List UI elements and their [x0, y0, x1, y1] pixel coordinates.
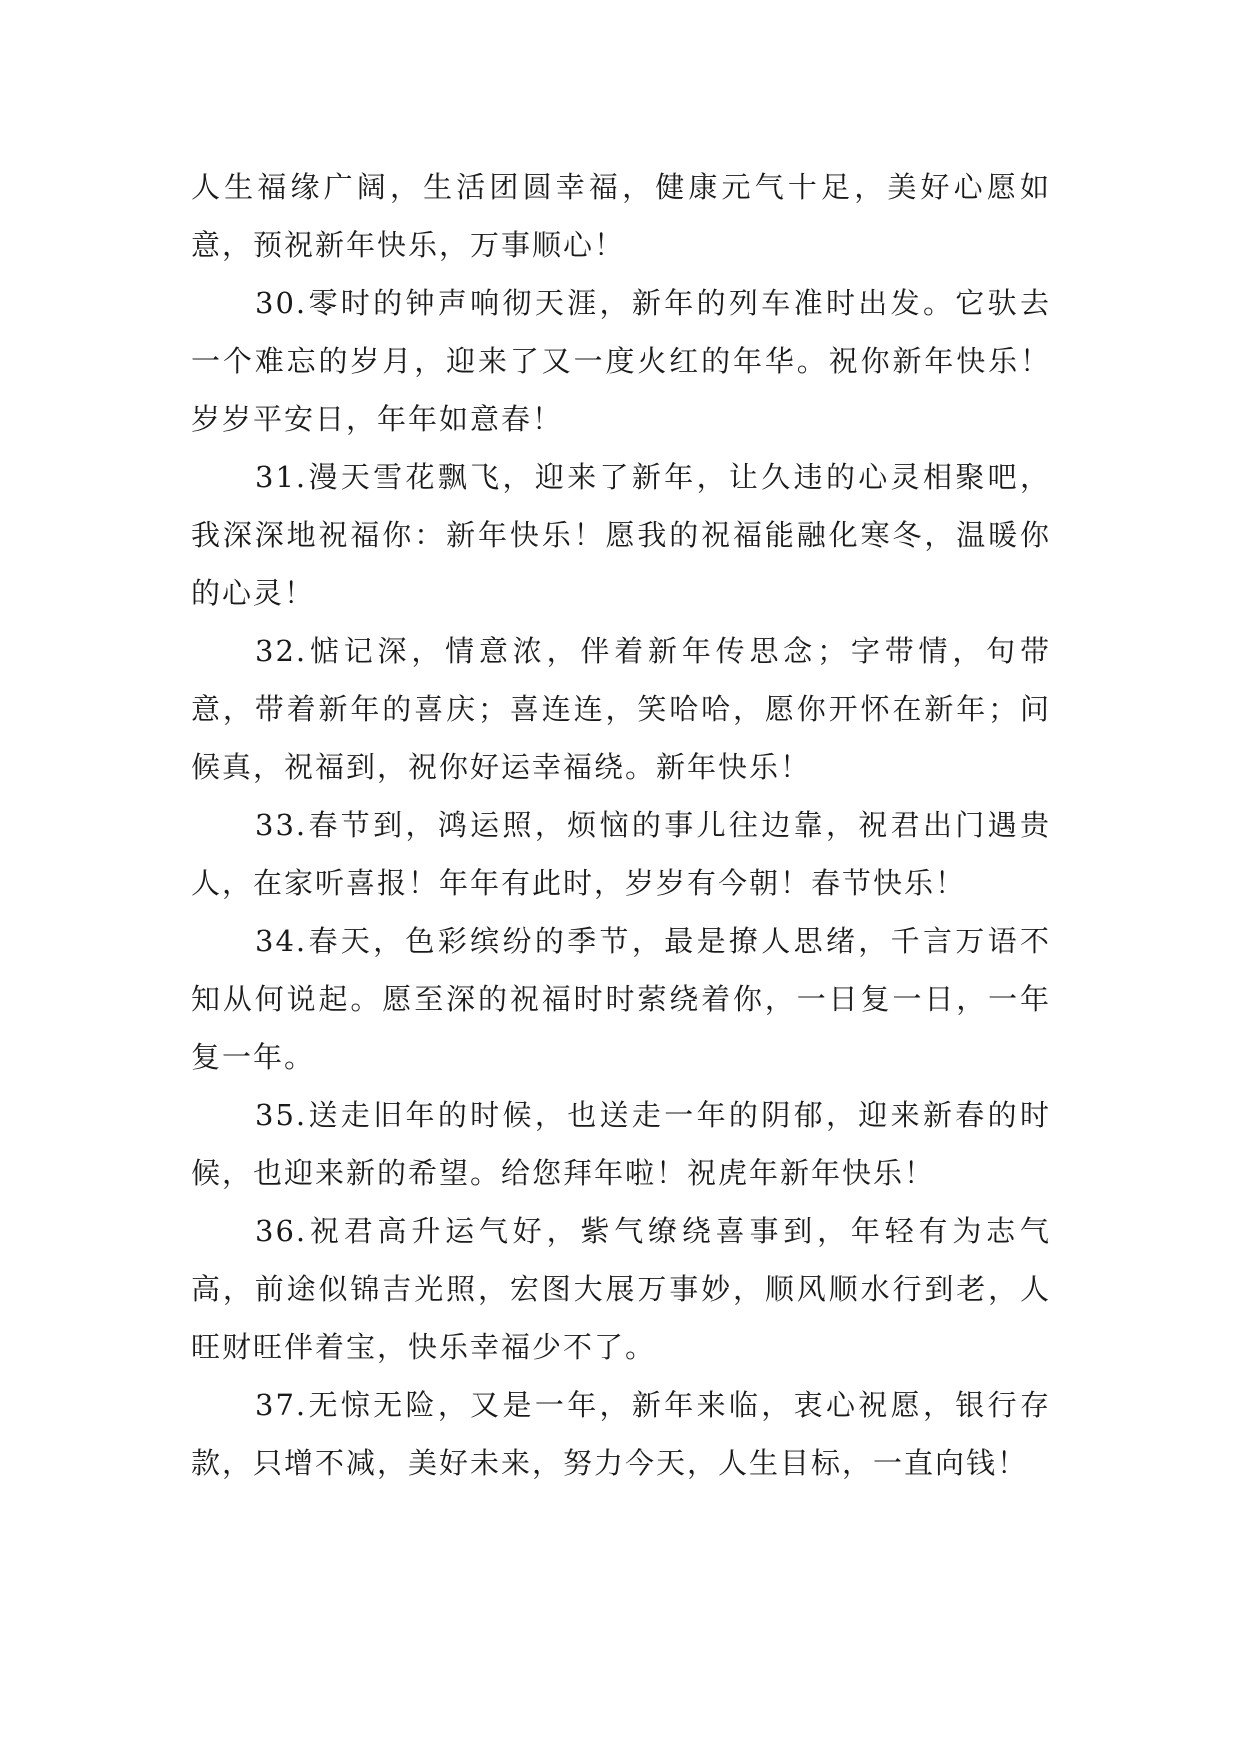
paragraph-34: 34.春天，色彩缤纷的季节，最是撩人思绪，千言万语不知从何说起。愿至深的祝福时时萦绕着你，一日复一日，一年复一年。	[191, 924, 1051, 1074]
paragraph-33: 33.春节到，鸿运照，烦恼的事儿往边靠，祝君出门遇贵人，在家听喜报！年年有此时，岁岁有今朝！春节快乐！	[191, 808, 1051, 900]
paragraph-35: 35.送走旧年的时候，也送走一年的阴郁，迎来新春的时候，也迎来新的希望。给您拜年啦！祝虎年新年快乐！	[191, 1098, 1051, 1190]
paragraph-30: 30.零时的钟声响彻天涯，新年的列车准时出发。它驮去一个难忘的岁月，迎来了又一度火红的年华。祝你新年快乐！岁岁平安日，年年如意春！	[191, 286, 1051, 436]
paragraph-36: 36.祝君高升运气好，紫气缭绕喜事到，年轻有为志气高，前途似锦吉光照，宏图大展万事妙，顺风顺水行到老，人旺财旺伴着宝，快乐幸福少不了。	[191, 1214, 1051, 1364]
paragraph-37: 37.无惊无险，又是一年，新年来临，衷心祝愿，银行存款，只增不减，美好未来，努力今天，人生目标，一直向钱！	[191, 1388, 1051, 1480]
document-body	[191, 158, 1051, 1492]
paragraph-31: 31.漫天雪花飘飞，迎来了新年，让久违的心灵相聚吧，我深深地祝福你：新年快乐！愿我的祝福能融化寒冬，温暖你的心灵！	[191, 460, 1051, 610]
paragraph-32: 32.惦记深，情意浓，伴着新年传思念；字带情，句带意，带着新年的喜庆；喜连连，笑哈哈，愿你开怀在新年；问候真，祝福到，祝你好运幸福绕。新年快乐！	[191, 634, 1051, 784]
paragraph-continuation: 人生福缘广阔，生活团圆幸福，健康元气十足，美好心愿如意，预祝新年快乐，万事顺心！	[191, 170, 1051, 262]
